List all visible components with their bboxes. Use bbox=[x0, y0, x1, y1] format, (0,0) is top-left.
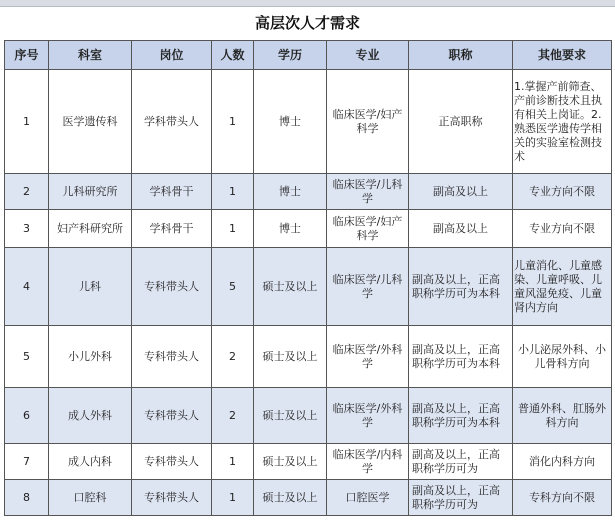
talent-demand-table bbox=[4, 40, 612, 516]
table-row bbox=[5, 210, 612, 248]
header-title: 职称 bbox=[409, 41, 513, 70]
cell-other: 小儿泌尿外科、小儿骨科方向 bbox=[513, 326, 612, 388]
cell-no: 4 bbox=[5, 248, 49, 326]
cell-other: 消化内科方向 bbox=[513, 444, 612, 480]
table-row bbox=[5, 388, 612, 444]
cell-dept: 小儿外科 bbox=[49, 326, 132, 388]
cell-title: 正高职称 bbox=[409, 70, 513, 174]
cell-other: 1.掌握产前筛查、产前诊断技术且执有相关上岗证。2.熟悉医学遗传学相关的实验室检测技术 bbox=[513, 70, 612, 174]
cell-no: 1 bbox=[5, 70, 49, 174]
cell-other: 儿童消化、儿童感染、儿童呼吸、儿童风湿免疫、儿童肾内方向 bbox=[513, 248, 612, 326]
cell-count: 5 bbox=[212, 248, 254, 326]
cell-other: 普通外科、肛肠外科方向 bbox=[513, 388, 612, 444]
cell-title: 副高及以上，正高职称学历可为本科 bbox=[409, 388, 513, 444]
cell-dept: 医学遗传科 bbox=[49, 70, 132, 174]
header-post: 岗位 bbox=[132, 41, 212, 70]
cell-dept: 儿科研究所 bbox=[49, 174, 132, 210]
cell-edu: 博士 bbox=[254, 174, 327, 210]
table-row bbox=[5, 480, 612, 516]
cell-dept: 妇产科研究所 bbox=[49, 210, 132, 248]
cell-no: 6 bbox=[5, 388, 49, 444]
cell-no: 8 bbox=[5, 480, 49, 516]
cell-count: 1 bbox=[212, 480, 254, 516]
cell-major: 临床医学/儿科学 bbox=[327, 174, 409, 210]
cell-post: 学科骨干 bbox=[132, 210, 212, 248]
table-title: 高层次人才需求 bbox=[254, 14, 360, 32]
table-row bbox=[5, 326, 612, 388]
cell-no: 2 bbox=[5, 174, 49, 210]
cell-count: 1 bbox=[212, 174, 254, 210]
cell-edu: 硕士及以上 bbox=[254, 480, 327, 516]
header-other: 其他要求 bbox=[513, 41, 612, 70]
cell-edu: 硕士及以上 bbox=[254, 326, 327, 388]
cell-edu: 硕士及以上 bbox=[254, 444, 327, 480]
cell-dept: 成人内科 bbox=[49, 444, 132, 480]
header-row bbox=[5, 41, 612, 70]
cell-post: 专科带头人 bbox=[132, 444, 212, 480]
cell-other: 专科方向不限 bbox=[513, 480, 612, 516]
cell-major: 临床医学/妇产科学 bbox=[327, 70, 409, 174]
cell-title: 副高及以上，正高职称学历可为 bbox=[409, 444, 513, 480]
cell-no: 7 bbox=[5, 444, 49, 480]
cell-major: 临床医学/外科学 bbox=[327, 388, 409, 444]
cell-other: 专业方向不限 bbox=[513, 174, 612, 210]
cell-title: 副高及以上 bbox=[409, 174, 513, 210]
cell-post: 专科带头人 bbox=[132, 388, 212, 444]
cell-count: 1 bbox=[212, 210, 254, 248]
cell-major: 临床医学/外科学 bbox=[327, 326, 409, 388]
cell-title: 副高及以上，正高职称学历可为本科 bbox=[409, 326, 513, 388]
header-count: 人数 bbox=[212, 41, 254, 70]
cell-major: 临床医学/儿科学 bbox=[327, 248, 409, 326]
header-dept: 科室 bbox=[49, 41, 132, 70]
table-row bbox=[5, 248, 612, 326]
cell-count: 1 bbox=[212, 444, 254, 480]
table-row bbox=[5, 444, 612, 480]
cell-other: 专业方向不限 bbox=[513, 210, 612, 248]
cell-no: 5 bbox=[5, 326, 49, 388]
cell-title: 副高及以上 bbox=[409, 210, 513, 248]
header-no: 序号 bbox=[5, 41, 49, 70]
cell-major: 临床医学/内科学 bbox=[327, 444, 409, 480]
header-edu: 学历 bbox=[254, 41, 327, 70]
cell-dept: 成人外科 bbox=[49, 388, 132, 444]
cell-count: 1 bbox=[212, 70, 254, 174]
cell-edu: 硕士及以上 bbox=[254, 248, 327, 326]
table-row bbox=[5, 70, 612, 174]
cell-count: 2 bbox=[212, 388, 254, 444]
cell-major: 口腔医学 bbox=[327, 480, 409, 516]
cell-post: 学科骨干 bbox=[132, 174, 212, 210]
cell-dept: 儿科 bbox=[49, 248, 132, 326]
cell-title: 副高及以上，正高职称学历可为本科 bbox=[409, 248, 513, 326]
cell-dept: 口腔科 bbox=[49, 480, 132, 516]
header-major: 专业 bbox=[327, 41, 409, 70]
cell-no: 3 bbox=[5, 210, 49, 248]
cell-major: 临床医学/妇产科学 bbox=[327, 210, 409, 248]
cell-edu: 博士 bbox=[254, 70, 327, 174]
cell-post: 专科带头人 bbox=[132, 480, 212, 516]
table-row bbox=[5, 174, 612, 210]
cell-count: 2 bbox=[212, 326, 254, 388]
cell-post: 学科带头人 bbox=[132, 70, 212, 174]
cell-edu: 博士 bbox=[254, 210, 327, 248]
cell-post: 专科带头人 bbox=[132, 248, 212, 326]
cell-edu: 硕士及以上 bbox=[254, 388, 327, 444]
cell-post: 专科带头人 bbox=[132, 326, 212, 388]
cell-title: 副高及以上，正高职称学历可为 bbox=[409, 480, 513, 516]
